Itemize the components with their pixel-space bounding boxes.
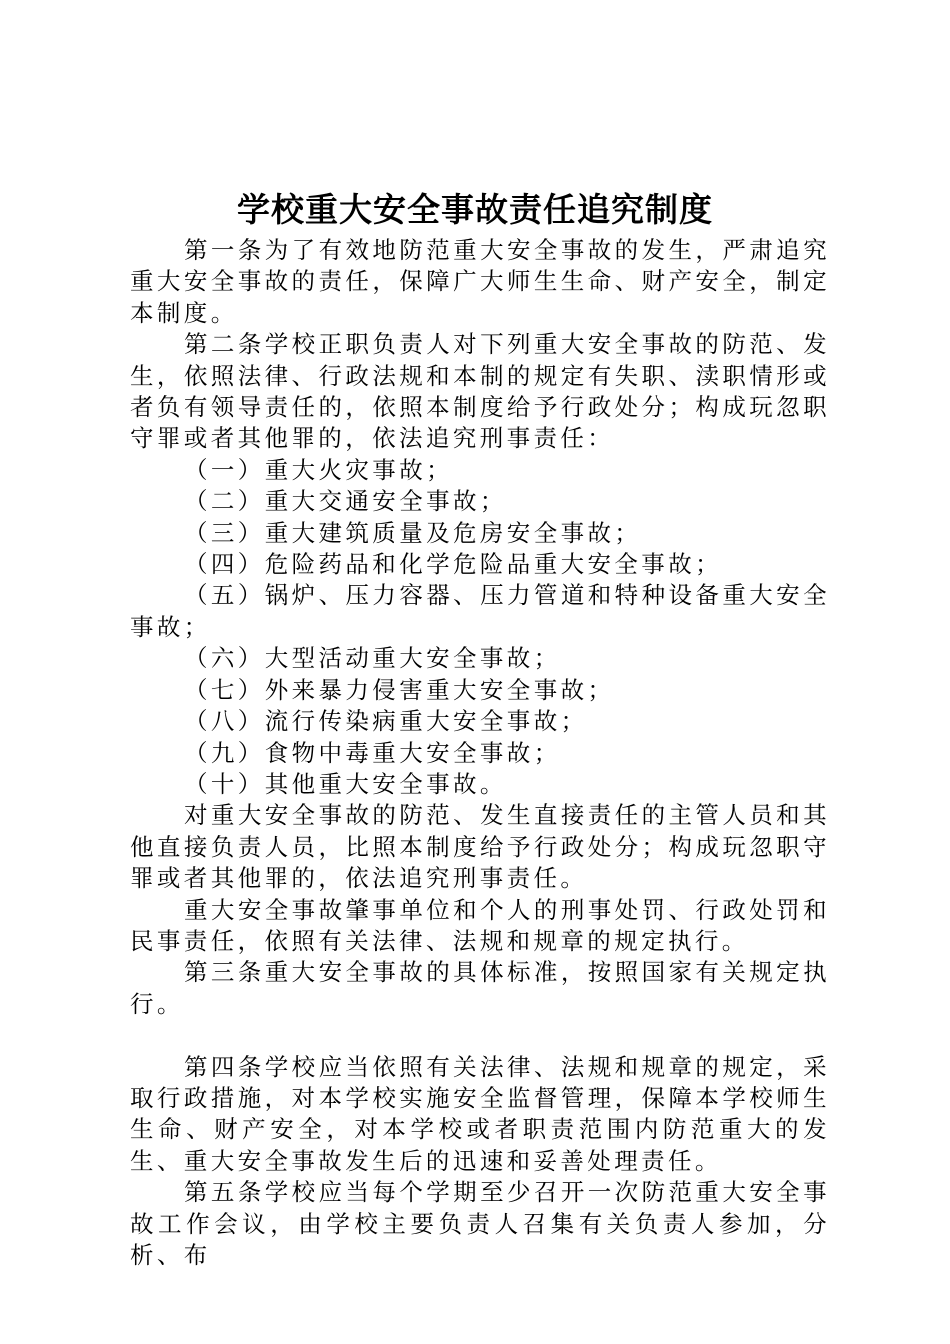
- document-title: 学校重大安全事故责任追究制度: [237, 190, 713, 229]
- paragraph-direct-responsibility: 对重大安全事故的防范、发生直接责任的主管人员和其他直接负责人员，比照本制度给予行政处分；构成玩忽职守罪或者其他罪的，依法追究刑事责任。: [130, 801, 830, 893]
- list-item: （六）大型活动重大安全事故；: [184, 644, 561, 673]
- list-item: （四）危险药品和化学危险品重大安全事故；: [184, 550, 722, 579]
- paragraph-article-4: 第四条学校应当依照有关法律、法规和规章的规定，采取行政措施，对本学校实施安全监督管理，保障本学校师生生命、财产安全，对本学校或者职责范围内防范重大的发生、重大安全事故发生后的迅速和妥善处理责任。: [130, 1052, 830, 1175]
- list-item: （十）其他重大安全事故。: [184, 769, 507, 798]
- list-item: （五）锅炉、压力容器、压力管道和特种设备重大安全事故；: [130, 581, 830, 641]
- list-item: （七）外来暴力侵害重大安全事故；: [184, 675, 615, 704]
- list-item: （一）重大火灾事故；: [184, 455, 453, 484]
- paragraph-article-5: 第五条学校应当每个学期至少召开一次防范重大安全事故工作会议，由学校主要负责人召集有关负责人参加，分析、布: [130, 1178, 830, 1269]
- document-body: [130, 235, 830, 1271]
- paragraph-article-1: 第一条为了有效地防范重大安全事故的发生，严肃追究重大安全事故的责任，保障广大师生生命、财产安全，制定本制度。: [130, 236, 830, 327]
- paragraph-article-3: 第三条重大安全事故的具体标准，按照国家有关规定执行。: [130, 958, 830, 1018]
- paragraph-penalties: 重大安全事故肇事单位和个人的刑事处罚、行政处罚和民事责任，依照有关法律、法规和规章的规定执行。: [130, 895, 830, 955]
- blank-line: [130, 1020, 830, 1051]
- list-item: （九）食物中毒重大安全事故；: [184, 738, 561, 767]
- paragraph-article-2: 第二条学校正职负责人对下列重大安全事故的防范、发生，依照法律、行政法规和本制的规定有失职、渎职情形或者负有领导责任的，依照本制度给予行政处分；构成玩忽职守罪或者其他罪的，依法追究刑事责任：: [130, 330, 830, 453]
- list-item: （三）重大建筑质量及危房安全事故；: [184, 518, 642, 547]
- list-item: （八）流行传染病重大安全事故；: [184, 707, 588, 736]
- list-item: （二）重大交通安全事故；: [184, 487, 507, 516]
